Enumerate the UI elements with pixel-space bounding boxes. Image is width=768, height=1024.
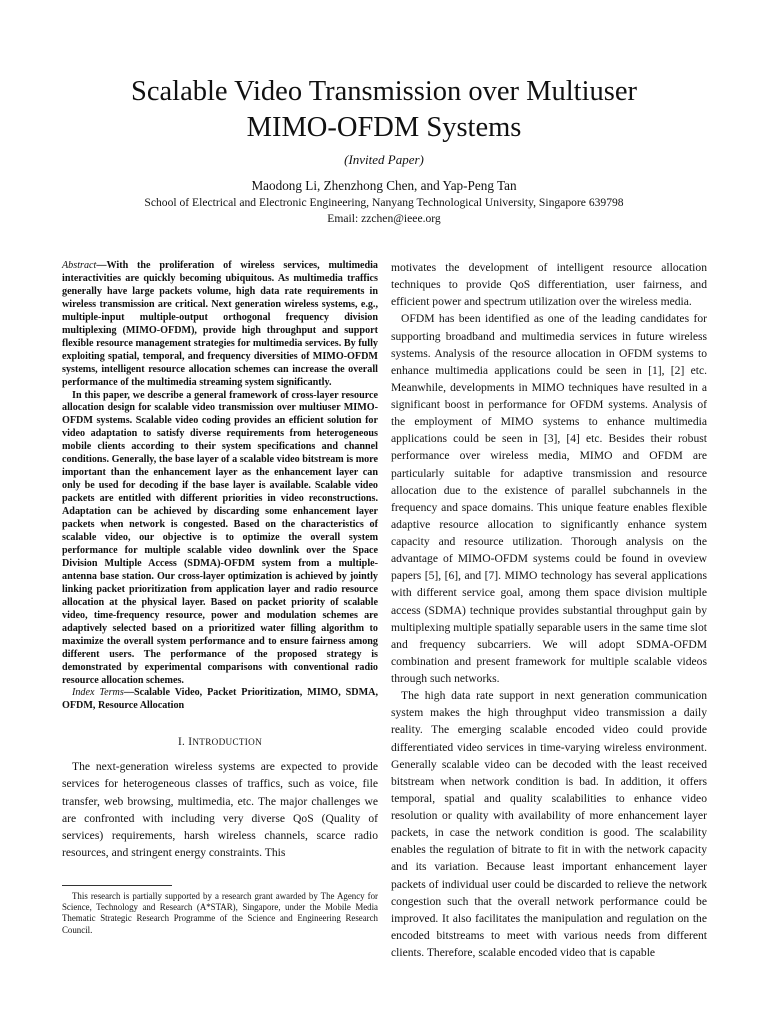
left-column — [62, 260, 378, 861]
affiliation: School of Electrical and Electronic Engineering, Nanyang Technological University, Singapore 639798 — [144, 196, 624, 209]
abstract-dash: — — [96, 260, 107, 271]
footnote-rule — [62, 885, 172, 886]
right-paragraph-2: The high data rate support in next generation communication system makes the high throughput video transmission a daily reality. The emerging scalable encoded video could provide differentiated video services in time-varying wireless environment. Generally scalable video can be decoded with the least received bitstream when network condition is bad. In addition, it offers temporal, spatial and quality scalabilities to enhance video resolution or quality with availability of more enhancement layer packets, in case the network condition is good. The scalability enables the regulation of bitrate to fit in with the network capacity and its variation. Because least important enhancement layer packets of individual user could be discarded to relieve the network congestion such that the overall network performance could be improved. It also facilitates the manipulation and regulation on the encoded bitstreams to meet with various needs from different clients. Therefore, scalable encoded video that is capable — [391, 689, 707, 959]
section-title-rest: NTRODUCTION — [192, 737, 263, 748]
right-paragraph-1: OFDM has been identified as one of the leading candidates for supporting broadband and multimedia services in future wireless systems. Analysis of the resource allocation in OFDM systems to enhance multimedia applications could be seen in [1], [2] etc. Meanwhile, developments in MIMO techniques have resulted in a significant boost in performance for OFDM systems. Analysis of the employment of MIMO systems to enhance multimedia applications could be seen in [3], [4] etc. Besides their robust performance over wireless media, MIMO and OFDM are particularly suitable for adaptive transmission and resource allocation due to the existence of parallel subchannels in the frequency and space domains. This unique feature enables flexible adaptive resource allocation to significantly enhance system capacity and resource utilization. Thorough analysis on the advantage of MIMO-OFDM systems could be found in oveview papers [5], [6], and [7]. MIMO technology has several applications with different service goal, among them space division multiple access (SDMA) technique provides substantial throughput gain by multiplexing multiple spatially separable users in the same time slot and frequency subcarriers. We will adopt SDMA-OFDM combination and present framework for multiple scalable videos through such networks. — [391, 312, 707, 685]
index-terms-dash: — — [123, 687, 134, 699]
section-heading-introduction — [62, 736, 378, 748]
title-line-2: MIMO-OFDM Systems — [246, 112, 522, 143]
abstract-paragraph-2: In this paper, we describe a general framework of cross-layer resource allocation design for scalable video transmission over multiuser MIMO-OFDM systems. Scalable video coding provides an efficient solution for video adaptation to satisfy diverse requirements from heterogeneous mobile clients according to their system specifications and channel conditions. Generally, the base layer of a scalable video bitstream is more important than the enhancement layer as the enhancement layer can only be used for decoding if the base layer is available. Scalable video packets are entitled with different priorities in video reconstructions. Adaptation can be achieved by discarding some enhancement layer packets when network is congested. Based on the characteristics of scalable video, our objective is to optimize the overall system performance for multiple scalable video downlink over the Space Division Multiple Access (SDMA)-OFDM system from a multiple-antenna base station. Our cross-layer optimization is achieved by jointly linking packet prioritization from application layer and radio resource allocation at the physical layer. Based on packet priority of scalable video, time-frequency resource, power and modulation schemes are adaptively selected based on a prioritized water filling algorithm to maximize the overall system performance and to ensure fairness among different users. The performance of the proposed strategy is demonstrated by experimental comparisons with conventional radio resource allocation schemes. — [62, 389, 378, 686]
right-column — [391, 259, 707, 961]
title-line-1: Scalable Video Transmission over Multiuser — [131, 76, 637, 107]
abstract-text-1: With the proliferation of wireless services, multimedia interactivities are quickly becoming ubiquitous. As multimedia traffics generally have large packets volume, high data rate requirements in wireless transmission are critical. Next generation wireless systems, e.g., multiple-input multiple-output orthogonal frequency division multiplexing (MIMO-OFDM), provide high throughput and support flexible resource management strategies for multimedia services. By fully exploiting spatial, temporal, and frequency diversities of MIMO-OFDM systems, intelligent resource allocation schemes can increase the overall performance of the multimedia streaming system significantly. — [62, 260, 378, 388]
index-terms-label: Index Terms — [72, 687, 124, 699]
section-title-initial: I — [188, 736, 193, 749]
abstract-label: Abstract — [62, 260, 97, 271]
paper-title — [0, 74, 768, 146]
footnote: This research is partially supported by a research grant awarded by The Agency for Science, Technology and Research (A*STAR), Singapore, under the Mobile Media Thematic Strategic Research Programme of the Science and Engineering Research Council. — [62, 891, 378, 935]
abstract-paragraph-1 — [62, 260, 378, 390]
invited-paper-note: (Invited Paper) — [344, 152, 424, 167]
intro-paragraph-1: The next-generation wireless systems are expected to provide services for heterogeneous classes of traffics, such as voice, file transfer, web browsing, multimedia, etc. The major challenges we are confronted with including very diverse QoS (Quality of services) requirements, harsh wireless channels, scarce radio resources, and stringent energy constraints. This — [62, 760, 378, 859]
contact-email: Email: zzchen@ieee.org — [327, 212, 441, 225]
index-terms-text: Scalable Video, Packet Prioritization, MIMO, SDMA, OFDM, Resource Allocation — [62, 687, 379, 712]
author-list: Maodong Li, Zhenzhong Chen, and Yap-Peng Tan — [251, 178, 517, 193]
section-numeral: I. — [177, 736, 189, 749]
right-paragraph-0: motivates the development of intelligent resource allocation techniques to provide QoS differentiation, user fairness, and efficient power and spectrum utilization over the wireless media. — [391, 261, 707, 309]
index-terms — [62, 687, 378, 713]
